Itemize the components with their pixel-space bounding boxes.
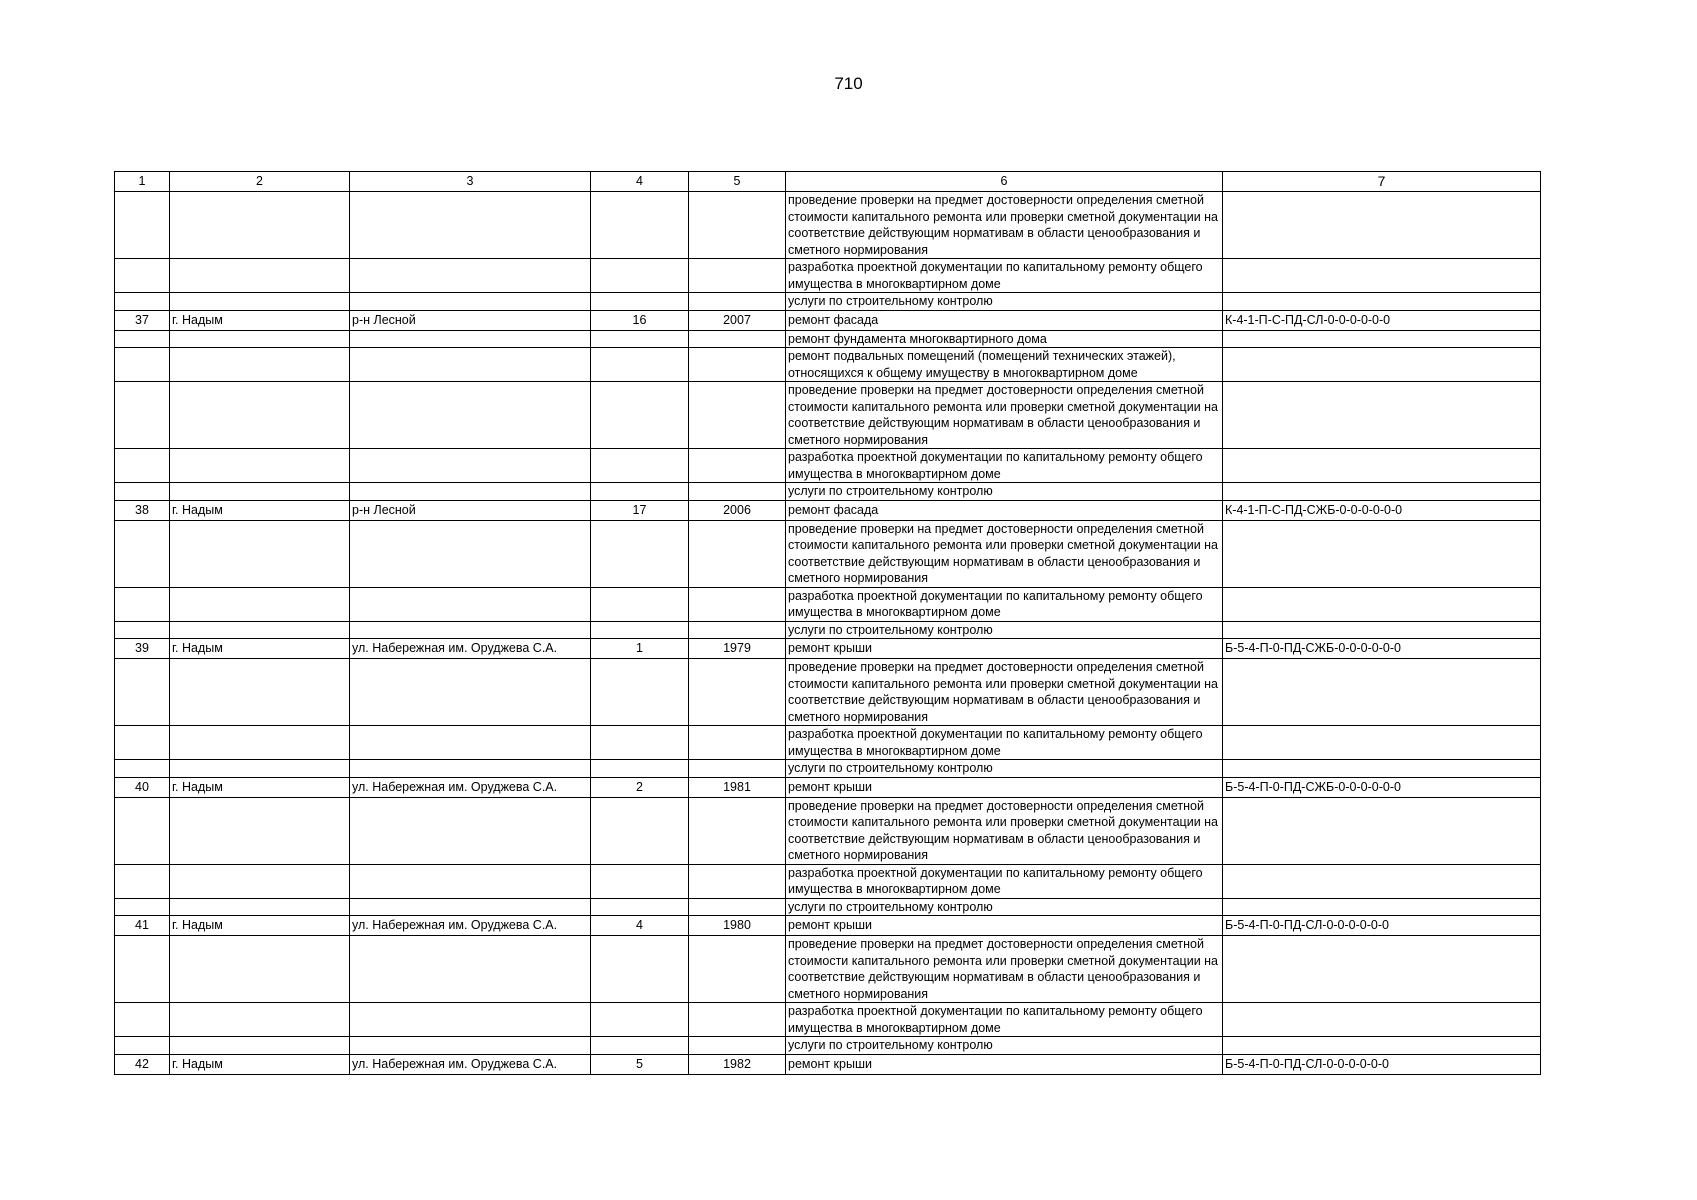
table-row <box>115 916 1541 936</box>
cell-street <box>350 1037 591 1055</box>
cell-street <box>350 797 591 864</box>
cell-year <box>689 936 786 1003</box>
column-header-6: 6 <box>786 172 1223 192</box>
table-row <box>115 621 1541 639</box>
cell-year <box>689 898 786 916</box>
cell-work-type: услуги по строительному контролю <box>786 898 1223 916</box>
cell-work-type: проведение проверки на предмет достоверности определения сметной стоимости капитального ремонта или проверки сметной документации на соответствие действующим нормативам в области ценообразования и сметного нормирования <box>786 192 1223 259</box>
cell-code: Б-5-4-П-0-ПД-СЛ-0-0-0-0-0-0 <box>1223 1054 1541 1074</box>
cell-code <box>1223 587 1541 621</box>
table-row <box>115 777 1541 797</box>
cell-work-type: разработка проектной документации по капитальному ремонту общего имущества в многоквартирном доме <box>786 449 1223 483</box>
cell-house: 5 <box>591 1054 689 1074</box>
page-number: 710 <box>834 74 863 93</box>
cell-code <box>1223 621 1541 639</box>
cell-code <box>1223 659 1541 726</box>
cell-number <box>115 726 170 760</box>
cell-code <box>1223 449 1541 483</box>
cell-number <box>115 898 170 916</box>
cell-house <box>591 382 689 449</box>
cell-street <box>350 936 591 1003</box>
cell-work-type: разработка проектной документации по капитальному ремонту общего имущества в многоквартирном доме <box>786 726 1223 760</box>
cell-city <box>170 520 350 587</box>
cell-year <box>689 1003 786 1037</box>
cell-number: 41 <box>115 916 170 936</box>
cell-city: г. Надым <box>170 500 350 520</box>
cell-work-type: разработка проектной документации по капитальному ремонту общего имущества в многоквартирном доме <box>786 864 1223 898</box>
cell-work-type: проведение проверки на предмет достоверности определения сметной стоимости капитального ремонта или проверки сметной документации на соответствие действующим нормативам в области ценообразования и сметного нормирования <box>786 520 1223 587</box>
cell-number <box>115 1003 170 1037</box>
cell-number <box>115 293 170 311</box>
table-row <box>115 659 1541 726</box>
cell-work-type: разработка проектной документации по капитальному ремонту общего имущества в многоквартирном доме <box>786 1003 1223 1037</box>
cell-house <box>591 293 689 311</box>
cell-code <box>1223 1037 1541 1055</box>
cell-street <box>350 259 591 293</box>
cell-street <box>350 192 591 259</box>
cell-code: Б-5-4-П-0-ПД-СЖБ-0-0-0-0-0-0 <box>1223 777 1541 797</box>
cell-code <box>1223 293 1541 311</box>
cell-code <box>1223 330 1541 348</box>
header-row <box>115 172 1541 192</box>
cell-work-type: ремонт фасада <box>786 310 1223 330</box>
cell-code <box>1223 192 1541 259</box>
cell-street: ул. Набережная им. Оруджева С.А. <box>350 639 591 659</box>
cell-street <box>350 382 591 449</box>
cell-house <box>591 760 689 778</box>
table-row <box>115 639 1541 659</box>
cell-year <box>689 659 786 726</box>
cell-year <box>689 330 786 348</box>
cell-code <box>1223 483 1541 501</box>
cell-year: 1980 <box>689 916 786 936</box>
cell-work-type: услуги по строительному контролю <box>786 483 1223 501</box>
cell-work-type: ремонт крыши <box>786 639 1223 659</box>
table-row <box>115 259 1541 293</box>
cell-number: 40 <box>115 777 170 797</box>
table-header <box>115 172 1541 192</box>
cell-number: 37 <box>115 310 170 330</box>
cell-street <box>350 760 591 778</box>
column-header-5: 5 <box>689 172 786 192</box>
table-row <box>115 449 1541 483</box>
cell-code <box>1223 259 1541 293</box>
cell-house <box>591 797 689 864</box>
cell-code: Б-5-4-П-0-ПД-СЖБ-0-0-0-0-0-0 <box>1223 639 1541 659</box>
cell-year: 1982 <box>689 1054 786 1074</box>
cell-street <box>350 483 591 501</box>
cell-year <box>689 760 786 778</box>
cell-house <box>591 348 689 382</box>
cell-code <box>1223 382 1541 449</box>
cell-street: ул. Набережная им. Оруджева С.А. <box>350 916 591 936</box>
cell-city <box>170 330 350 348</box>
cell-work-type: проведение проверки на предмет достоверности определения сметной стоимости капитального ремонта или проверки сметной документации на соответствие действующим нормативам в области ценообразования и сметного нормирования <box>786 382 1223 449</box>
cell-street <box>350 293 591 311</box>
table-row <box>115 192 1541 259</box>
cell-city <box>170 621 350 639</box>
column-header-2: 2 <box>170 172 350 192</box>
cell-year <box>689 797 786 864</box>
cell-city <box>170 797 350 864</box>
table-row <box>115 797 1541 864</box>
cell-number <box>115 936 170 1003</box>
table-row <box>115 348 1541 382</box>
cell-work-type: услуги по строительному контролю <box>786 621 1223 639</box>
cell-year <box>689 1037 786 1055</box>
cell-street <box>350 1003 591 1037</box>
cell-year <box>689 348 786 382</box>
table-body <box>115 192 1541 1075</box>
table-row <box>115 500 1541 520</box>
cell-year <box>689 587 786 621</box>
cell-street <box>350 330 591 348</box>
table-row <box>115 1037 1541 1055</box>
cell-code <box>1223 797 1541 864</box>
cell-street <box>350 621 591 639</box>
cell-number: 38 <box>115 500 170 520</box>
cell-work-type: услуги по строительному контролю <box>786 293 1223 311</box>
cell-house <box>591 898 689 916</box>
cell-city <box>170 192 350 259</box>
cell-house: 17 <box>591 500 689 520</box>
cell-house <box>591 192 689 259</box>
cell-street: ул. Набережная им. Оруджева С.А. <box>350 1054 591 1074</box>
cell-number <box>115 587 170 621</box>
cell-work-type: разработка проектной документации по капитальному ремонту общего имущества в многоквартирном доме <box>786 259 1223 293</box>
cell-year: 2007 <box>689 310 786 330</box>
cell-house <box>591 330 689 348</box>
table-row <box>115 1054 1541 1074</box>
cell-number: 42 <box>115 1054 170 1074</box>
cell-year <box>689 382 786 449</box>
table-row <box>115 726 1541 760</box>
table-row <box>115 936 1541 1003</box>
cell-number <box>115 449 170 483</box>
cell-city <box>170 898 350 916</box>
cell-year <box>689 621 786 639</box>
cell-work-type: услуги по строительному контролю <box>786 1037 1223 1055</box>
cell-house <box>591 449 689 483</box>
cell-code <box>1223 936 1541 1003</box>
cell-code: К-4-1-П-С-ПД-СЖБ-0-0-0-0-0-0 <box>1223 500 1541 520</box>
cell-work-type: ремонт крыши <box>786 916 1223 936</box>
cell-city <box>170 936 350 1003</box>
cell-year <box>689 864 786 898</box>
cell-code <box>1223 864 1541 898</box>
cell-city: г. Надым <box>170 1054 350 1074</box>
cell-number <box>115 330 170 348</box>
cell-house <box>591 1003 689 1037</box>
column-header-7: 7 <box>1223 172 1541 192</box>
table-row <box>115 483 1541 501</box>
cell-street <box>350 898 591 916</box>
cell-code <box>1223 348 1541 382</box>
cell-house <box>591 520 689 587</box>
table-row <box>115 760 1541 778</box>
cell-house <box>591 259 689 293</box>
cell-city: г. Надым <box>170 639 350 659</box>
cell-street: р-н Лесной <box>350 310 591 330</box>
cell-house <box>591 864 689 898</box>
cell-house <box>591 587 689 621</box>
cell-street: ул. Набережная им. Оруджева С.А. <box>350 777 591 797</box>
cell-work-type: ремонт фундамента многоквартирного дома <box>786 330 1223 348</box>
cell-code: Б-5-4-П-0-ПД-СЛ-0-0-0-0-0-0 <box>1223 916 1541 936</box>
table-row <box>115 898 1541 916</box>
cell-city <box>170 259 350 293</box>
cell-year <box>689 449 786 483</box>
cell-house: 2 <box>591 777 689 797</box>
cell-work-type: проведение проверки на предмет достоверности определения сметной стоимости капитального ремонта или проверки сметной документации на соответствие действующим нормативам в области ценообразования и сметного нормирования <box>786 797 1223 864</box>
cell-number <box>115 348 170 382</box>
table-row <box>115 293 1541 311</box>
cell-house: 4 <box>591 916 689 936</box>
cell-code <box>1223 1003 1541 1037</box>
cell-house <box>591 936 689 1003</box>
cell-number <box>115 760 170 778</box>
cell-number <box>115 1037 170 1055</box>
cell-city <box>170 864 350 898</box>
cell-city: г. Надым <box>170 916 350 936</box>
cell-year <box>689 192 786 259</box>
table-row <box>115 330 1541 348</box>
cell-house <box>591 1037 689 1055</box>
cell-house: 1 <box>591 639 689 659</box>
table-row <box>115 382 1541 449</box>
cell-number <box>115 621 170 639</box>
cell-city <box>170 1003 350 1037</box>
cell-number <box>115 483 170 501</box>
cell-number <box>115 382 170 449</box>
cell-work-type: проведение проверки на предмет достоверности определения сметной стоимости капитального ремонта или проверки сметной документации на соответствие действующим нормативам в области ценообразования и сметного нормирования <box>786 659 1223 726</box>
cell-year: 1979 <box>689 639 786 659</box>
cell-year <box>689 259 786 293</box>
cell-work-type: ремонт фасада <box>786 500 1223 520</box>
cell-street <box>350 520 591 587</box>
cell-year: 2006 <box>689 500 786 520</box>
cell-number <box>115 192 170 259</box>
cell-street: р-н Лесной <box>350 500 591 520</box>
table-row <box>115 1003 1541 1037</box>
cell-city <box>170 1037 350 1055</box>
cell-house <box>591 483 689 501</box>
cell-number: 39 <box>115 639 170 659</box>
cell-house: 16 <box>591 310 689 330</box>
cell-city <box>170 483 350 501</box>
cell-year: 1981 <box>689 777 786 797</box>
cell-street <box>350 659 591 726</box>
table-row <box>115 864 1541 898</box>
cell-number <box>115 797 170 864</box>
cell-house <box>591 726 689 760</box>
cell-city <box>170 659 350 726</box>
column-header-3: 3 <box>350 172 591 192</box>
cell-street <box>350 864 591 898</box>
cell-code <box>1223 760 1541 778</box>
cell-city <box>170 348 350 382</box>
cell-code <box>1223 726 1541 760</box>
column-header-4: 4 <box>591 172 689 192</box>
cell-year <box>689 726 786 760</box>
cell-code <box>1223 898 1541 916</box>
cell-city: г. Надым <box>170 310 350 330</box>
column-header-1: 1 <box>115 172 170 192</box>
cell-year <box>689 293 786 311</box>
cell-house <box>591 621 689 639</box>
cell-number <box>115 520 170 587</box>
table-row <box>115 587 1541 621</box>
cell-number <box>115 659 170 726</box>
cell-number <box>115 864 170 898</box>
cell-city <box>170 726 350 760</box>
cell-city <box>170 587 350 621</box>
cell-city <box>170 382 350 449</box>
cell-work-type: проведение проверки на предмет достоверности определения сметной стоимости капитального ремонта или проверки сметной документации на соответствие действующим нормативам в области ценообразования и сметного нормирования <box>786 936 1223 1003</box>
cell-work-type: разработка проектной документации по капитальному ремонту общего имущества в многоквартирном доме <box>786 587 1223 621</box>
cell-code: К-4-1-П-С-ПД-СЛ-0-0-0-0-0-0 <box>1223 310 1541 330</box>
cell-street <box>350 726 591 760</box>
cell-street <box>350 449 591 483</box>
cell-street <box>350 348 591 382</box>
cell-work-type: ремонт крыши <box>786 777 1223 797</box>
table-row <box>115 520 1541 587</box>
cell-year <box>689 520 786 587</box>
cell-number <box>115 259 170 293</box>
cell-house <box>591 659 689 726</box>
cell-year <box>689 483 786 501</box>
cell-city <box>170 293 350 311</box>
cell-city <box>170 760 350 778</box>
cell-city <box>170 449 350 483</box>
cell-street <box>350 587 591 621</box>
table-row <box>115 310 1541 330</box>
cell-city: г. Надым <box>170 777 350 797</box>
cell-work-type: услуги по строительному контролю <box>786 760 1223 778</box>
cell-work-type: ремонт крыши <box>786 1054 1223 1074</box>
registry-table <box>114 171 1541 1075</box>
cell-code <box>1223 520 1541 587</box>
cell-work-type: ремонт подвальных помещений (помещений технических этажей), относящихся к общему имуществу в многоквартирном доме <box>786 348 1223 382</box>
